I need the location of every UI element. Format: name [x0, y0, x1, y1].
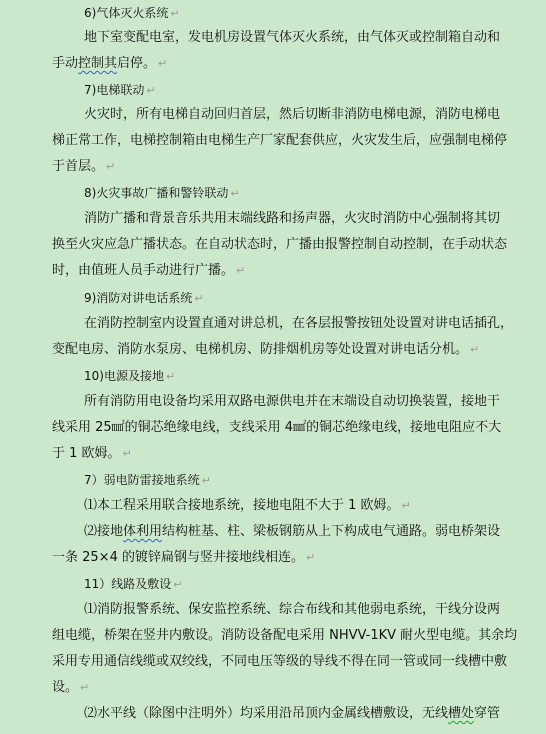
paragraph-line: 地下室变配电室，发电机房设置气体灭火系统，由气体灭或控制箱自动和	[84, 30, 501, 45]
section-heading: 7）弱电防雷接地系统 ↵	[84, 473, 211, 487]
paragraph-line: 所有消防用电设备均采用双路电源供电并在末端设自动切换装置，接地干	[84, 394, 501, 409]
paragraph-line: 线采用 25㎟的铜芯绝缘电线，支线采用 4㎟的铜芯绝缘电线，接地电阻应不大	[52, 420, 502, 435]
paragraph-line: 梯正常工作，电梯控制箱由电梯生产厂家配套供应，火灾发生后，应强制电梯停	[52, 133, 508, 148]
paragraph-line: 换至火灾应急广播状态。在自动状态时，广播由报警控制自动控制，在手动状态	[52, 237, 508, 252]
paragraph-line: 组电缆，桥架在竖井内敷设。消防设备配电采用 NHVV-1KV 耐火型电缆。其余均	[52, 628, 518, 643]
paragraph-line: ⑵水平线（除图中注明外）均采用沿吊顶内金属线槽敷设，无线槽处穿管	[84, 706, 501, 721]
paragraph-line: 采用专用通信线缆或双绞线，不同电压等级的导线不得在同一管或同一线槽中敷	[52, 654, 508, 669]
paragraph-line: ⑴本工程采用联合接地系统，接地电阻不大于 1 欧姆。 ↵	[84, 498, 411, 513]
paragraph-line: 一条 25×4 的镀锌扁钢与竖井接地线相连。 ↵	[52, 550, 316, 565]
paragraph-line: 火灾时，所有电梯自动回归首层，然后切断非消防电梯电源，消防电梯电	[84, 107, 501, 122]
section-heading: 9)消防对讲电话系统 ↵	[84, 291, 204, 305]
section-heading: 11）线路及敷设 ↵	[84, 577, 183, 591]
section-heading: 8)火灾事故广播和警铃联动 ↵	[84, 186, 240, 200]
paragraph-line: 手动控制其启停。 ↵	[52, 56, 168, 71]
paragraph-line: 在消防控制室内设置直通对讲总机，在各层报警按钮处设置对讲电话插孔，	[84, 316, 514, 331]
paragraph-line: 于 1 欧姆。 ↵	[52, 446, 132, 461]
section-heading: 7)电梯联动 ↵	[84, 83, 156, 97]
paragraph-line: 设。 ↵	[52, 680, 90, 695]
paragraph-line: 时，由值班人员手动进行广播。 ↵	[52, 263, 246, 278]
section-heading: 10)电源及接地 ↵	[84, 369, 176, 383]
paragraph-line: 于首层。 ↵	[52, 159, 116, 174]
paragraph-line: 变配电房、消防水泵房、电梯机房、防排烟机房等处设置对讲电话分机。 ↵	[52, 342, 480, 357]
paragraph-line: ⑴消防报警系统、保安监控系统、综合布线和其他弱电系统，干线分设两	[84, 602, 501, 617]
paragraph-line: ⑵接地体利用结构桩基、柱、梁板钢筋从上下构成电气通路。弱电桥架设	[84, 524, 501, 539]
section-heading: 6)气体灭火系统 ↵	[84, 6, 180, 20]
paragraph-line: 消防广播和背景音乐共用末端线路和扬声器，火灾时消防中心强制将其切	[84, 211, 501, 226]
